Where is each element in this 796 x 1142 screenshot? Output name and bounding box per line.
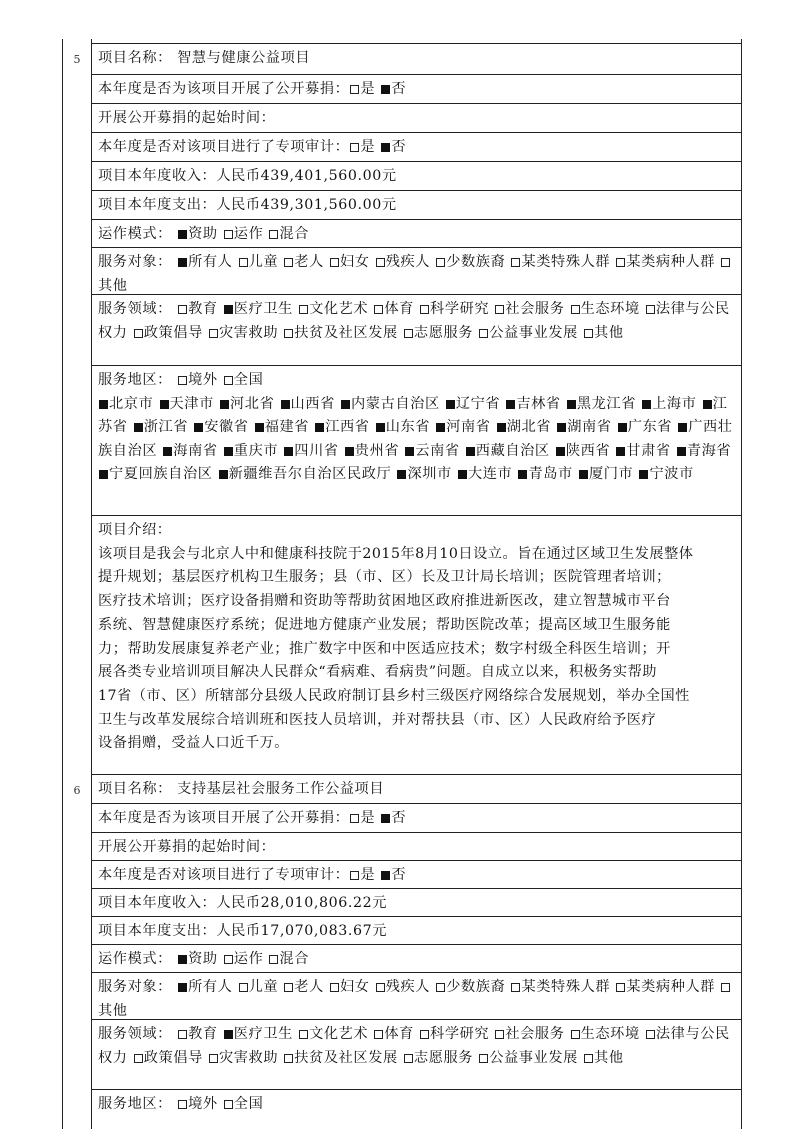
expense-row [92,916,741,944]
area-item: 深圳市 [407,466,452,482]
option-label: 残疾人 [385,254,431,270]
checked-checkbox [557,423,566,432]
unchecked-checkbox [436,258,445,267]
option-label: 教育 [188,1026,218,1042]
project-name-row [92,43,741,74]
intro-line: 系统、智慧健康医疗系统；促进地方健康产业发展；帮助医院改革；提高区域卫生服务能 [98,616,671,633]
unchecked-checkbox [571,1030,580,1039]
option-label: 公益事业发展 [489,324,578,341]
area-item: 陕西省 [565,442,611,459]
checked-checkbox [381,143,390,152]
area-item: 黑龙江省 [576,395,637,412]
checked-checkbox [178,955,187,964]
field-label: 服务地区： [98,372,172,388]
checked-checkbox [556,447,565,456]
option-yes: 是 [360,867,376,883]
expense-value: 人民币17,070,083.67元 [216,923,388,939]
unchecked-checkbox [646,305,655,314]
unchecked-checkbox [269,955,278,964]
area-item: 青海省 [686,442,732,459]
project-index: 6 [73,784,81,797]
area-item: 安徽省 [204,419,249,435]
checked-checkbox [616,447,625,456]
option-label: 妇女 [339,979,370,995]
operation-mode-row [92,219,741,247]
unchecked-checkbox [616,258,625,267]
field-label: 本年度是否对该项目进行了专项审计： [98,867,350,883]
checked-checkbox [224,447,233,456]
unchecked-checkbox [376,258,385,267]
option-label: 儿童 [248,979,279,995]
checked-checkbox [458,470,467,479]
option-label: 扶贫及社区发展 [294,324,398,341]
unchecked-checkbox [495,305,504,314]
option-label: 资助 [188,951,218,967]
area-item: 江苏省 [98,395,728,435]
area-item: 宁夏回族自治区 [109,466,213,482]
option-label: 混合 [279,226,310,242]
checked-checkbox [178,983,187,992]
area-item: 福建省 [264,419,310,435]
audit-row [92,132,741,161]
checked-checkbox [618,423,627,432]
unchecked-checkbox [209,1054,218,1063]
field-label: 运作模式： [98,951,172,967]
option-label: 医疗卫生 [233,1026,293,1042]
option-label: 运作 [233,226,264,242]
checked-checkbox [497,423,506,432]
checked-checkbox [703,400,712,409]
fundraising-start-row [92,832,741,860]
option-label: 老人 [294,254,324,270]
option-label: 生态环境 [580,301,640,317]
option-label: 其他 [594,1049,624,1066]
option-label: 所有人 [188,254,233,270]
option-label: 全国 [233,1096,264,1112]
field-label: 运作模式： [98,226,172,242]
option-label: 文化艺术 [309,1026,369,1042]
option-label: 科学研究 [430,301,490,317]
unchecked-checkbox [299,1030,308,1039]
checked-checkbox [134,423,143,432]
checked-checkbox [405,447,414,456]
unchecked-checkbox [584,1054,593,1063]
checked-checkbox [506,400,515,409]
checked-checkbox [567,400,576,409]
option-no: 否 [391,81,407,97]
unchecked-checkbox [224,376,233,385]
option-label: 混合 [279,951,310,967]
unchecked-checkbox [178,305,187,314]
option-label: 医疗卫生 [233,301,293,317]
option-label: 儿童 [248,254,279,270]
intro-line: 卫生与改革发展综合培训班和医技人员培训，并对帮扶县（市、区）人民政府给予医疗 [98,711,657,728]
intro-line: 17省（市、区）所辖部分县级人民政府制订县乡村三级医疗网络综合发展规划，举办全国性 [98,687,690,704]
area-item: 吉林省 [516,395,561,412]
option-label: 公益事业发展 [489,1049,578,1066]
unchecked-checkbox [495,1030,504,1039]
option-label: 某类特殊人群 [521,254,611,270]
checked-checkbox [160,400,169,409]
option-label: 社会服务 [505,301,565,317]
option-label: 科学研究 [430,1026,490,1042]
field-label: 项目本年度支出： [98,923,217,939]
option-label: 体育 [384,1026,414,1042]
checked-checkbox [639,470,648,479]
area-item: 内蒙古自治区 [351,395,440,412]
area-item: 宁波市 [649,466,694,482]
area-item: 新疆维吾尔自治区民政厅 [228,466,392,482]
field-label: 本年度是否对该项目进行了专项审计： [98,139,350,155]
area-item: 广东省 [627,419,673,435]
area-item: 四川省 [294,442,339,459]
option-label: 志愿服务 [413,324,474,341]
area-item: 上海市 [652,395,697,412]
unchecked-checkbox [479,329,488,338]
option-label: 资助 [188,226,218,242]
checked-checkbox [224,305,233,314]
fundraising-row [92,803,741,832]
area-item: 山东省 [385,419,431,435]
option-label: 志愿服务 [413,1049,474,1066]
operation-mode-row [92,944,741,972]
field-label: 项目本年度收入： [98,895,217,911]
option-label: 灾害救助 [218,1049,279,1066]
unchecked-checkbox [284,329,293,338]
option-no: 否 [391,810,407,826]
option-label: 境外 [188,1096,218,1112]
unchecked-checkbox [479,1054,488,1063]
income-value: 人民币28,010,806.22元 [216,895,388,911]
unchecked-checkbox [511,983,520,992]
area-item: 甘肃省 [626,442,671,459]
unchecked-checkbox [350,871,359,880]
unchecked-checkbox [350,814,359,823]
unchecked-checkbox [571,305,580,314]
unchecked-checkbox [330,983,339,992]
unchecked-checkbox [269,230,278,239]
field-label: 本年度是否为该项目开展了公开募捐： [98,810,350,826]
unchecked-checkbox [134,329,143,338]
option-label: 境外 [188,372,218,388]
intro-line: 该项目是我会与北京人中和健康科技院于2015年8月10日设立。旨在通过区域卫生发展整体 [98,545,694,562]
unchecked-checkbox [178,1030,187,1039]
checked-checkbox [281,400,290,409]
option-label: 妇女 [339,254,370,270]
unchecked-checkbox [239,983,248,992]
fundraising-row [92,74,741,103]
unchecked-checkbox [224,1100,233,1109]
unchecked-checkbox [376,983,385,992]
field-label: 项目本年度收入： [98,168,217,184]
intro-line: 提升规划；基层医疗机构卫生服务；县（市、区）长及卫计局长培训；医院管理者培训； [98,569,671,586]
unchecked-checkbox [436,983,445,992]
unchecked-checkbox [284,1054,293,1063]
checked-checkbox [466,447,475,456]
option-label: 灾害救助 [218,324,279,341]
unchecked-checkbox [299,305,308,314]
option-label: 体育 [384,301,414,317]
unchecked-checkbox [584,329,593,338]
option-label: 某类特殊人群 [521,979,611,995]
income-value: 人民币439,401,560.00元 [216,168,397,184]
intro-line: 力；帮助发展康复养老产业；推广数字中医和中医适应技术；数字村级全科医生培训；开 [98,640,671,657]
field-label: 服务对象： [98,979,172,995]
option-label: 残疾人 [385,979,431,995]
option-label: 少数族裔 [446,979,506,995]
project-name: 智慧与健康公益项目 [177,50,311,66]
expense-value: 人民币439,301,560.00元 [216,197,397,213]
area-item: 厦门市 [588,466,634,482]
service-field-row [92,1019,741,1089]
option-no: 否 [391,139,407,155]
field-label: 服务地区： [98,1096,172,1112]
area-item: 江西省 [325,419,370,435]
option-label: 其他 [98,1002,128,1019]
project-intro-row [92,515,741,780]
checked-checkbox [397,470,406,479]
unchecked-checkbox [511,258,520,267]
option-label: 某类病种人群 [626,254,716,270]
expense-row [92,190,741,219]
checked-checkbox [642,400,651,409]
area-item: 湖南省 [567,419,612,435]
project-table [62,39,742,1129]
area-item: 西藏自治区 [475,442,550,459]
unchecked-checkbox [420,1030,429,1039]
option-label: 其他 [98,277,128,294]
unchecked-checkbox [350,85,359,94]
area-item: 河北省 [230,395,275,412]
field-label: 开展公开募捐的起始时间： [98,110,276,126]
field-label: 服务对象： [98,254,172,270]
unchecked-checkbox [374,305,383,314]
option-label: 扶贫及社区发展 [294,1049,398,1066]
project-index: 5 [73,53,81,66]
checked-checkbox [315,423,324,432]
checked-checkbox [376,423,385,432]
checked-checkbox [224,1030,233,1039]
option-label: 教育 [188,301,218,317]
area-item: 贵州省 [354,442,400,459]
option-label: 法律与公民权力 [98,1026,730,1066]
unchecked-checkbox [224,230,233,239]
checked-checkbox [163,447,172,456]
option-label: 社会服务 [505,1026,565,1042]
checked-checkbox [579,470,588,479]
field-label: 本年度是否为该项目开展了公开募捐： [98,81,350,97]
area-item: 天津市 [169,395,214,412]
option-yes: 是 [360,81,376,97]
unchecked-checkbox [721,983,730,992]
option-label: 运作 [233,951,264,967]
option-label: 所有人 [188,979,233,995]
option-no: 否 [391,867,407,883]
area-item: 青岛市 [528,466,573,482]
checked-checkbox [446,400,455,409]
field-label: 项目介绍： [98,522,172,538]
option-label: 某类病种人群 [626,979,716,995]
unchecked-checkbox [284,983,293,992]
unchecked-checkbox [330,258,339,267]
unchecked-checkbox [224,955,233,964]
intro-line: 医疗技术培训；医疗设备捐赠和资助等帮助贫困地区政府推进新医改，建立智慧城市平台 [98,593,671,610]
unchecked-checkbox [178,1100,187,1109]
option-label: 全国 [233,372,264,388]
unchecked-checkbox [134,1054,143,1063]
checked-checkbox [99,400,108,409]
area-item: 重庆市 [233,442,279,459]
area-item: 浙江省 [143,419,189,435]
unchecked-checkbox [646,1030,655,1039]
checked-checkbox [284,447,293,456]
checked-checkbox [178,230,187,239]
field-label: 项目名称： [98,781,172,797]
service-target-row [92,972,741,1019]
checked-checkbox [341,400,350,409]
intro-line: 设备捐赠，受益人口近千万。 [98,735,289,752]
area-item: 大连市 [467,466,513,482]
checked-checkbox [518,470,527,479]
checked-checkbox [381,85,390,94]
checked-checkbox [381,871,390,880]
area-item: 河南省 [446,419,491,435]
service-target-row [92,247,741,294]
area-item: 海南省 [173,442,218,459]
fundraising-start-row [92,103,741,132]
option-label: 生态环境 [580,1026,640,1042]
checked-checkbox [220,400,229,409]
income-row [92,161,741,190]
option-label: 法律与公民权力 [98,301,730,341]
unchecked-checkbox [404,329,413,338]
area-item: 云南省 [415,442,460,459]
field-label: 服务领域： [98,301,172,317]
unchecked-checkbox [209,329,218,338]
checked-checkbox [178,258,187,267]
checked-checkbox [345,447,354,456]
service-area-row [92,365,741,515]
field-label: 开展公开募捐的起始时间： [98,839,276,855]
checked-checkbox [381,814,390,823]
unchecked-checkbox [404,1054,413,1063]
unchecked-checkbox [420,305,429,314]
field-label: 项目名称： [98,50,172,66]
unchecked-checkbox [721,258,730,267]
option-yes: 是 [360,810,376,826]
option-label: 文化艺术 [309,301,369,317]
audit-row [92,860,741,888]
service-field-row [92,294,741,365]
area-item: 北京市 [109,395,154,412]
checked-checkbox [194,423,203,432]
checked-checkbox [678,423,687,432]
checked-checkbox [99,470,108,479]
area-item: 山西省 [290,395,335,412]
field-label: 项目本年度支出： [98,197,217,213]
unchecked-checkbox [239,258,248,267]
unchecked-checkbox [284,258,293,267]
index-column [63,39,92,1129]
option-label: 政策倡导 [143,324,203,341]
area-item: 辽宁省 [455,395,501,412]
income-row [92,888,741,916]
option-label: 少数族裔 [446,254,506,270]
unchecked-checkbox [616,983,625,992]
project-name-row [92,774,741,803]
option-label: 老人 [294,979,324,995]
unchecked-checkbox [374,1030,383,1039]
area-item: 广西壮族自治区 [98,419,733,459]
field-label: 服务领域： [98,1026,172,1042]
service-area-row [92,1089,741,1142]
project-name: 支持基层社会服务工作公益项目 [177,781,385,797]
checked-checkbox [255,423,264,432]
option-yes: 是 [360,139,376,155]
unchecked-checkbox [350,143,359,152]
checked-checkbox [677,447,686,456]
intro-line: 展各类专业培训项目解决人民群众“看病难、看病贵”问题。自成立以来，积极务实帮助 [98,664,657,681]
area-item: 湖北省 [506,419,552,435]
option-label: 其他 [594,324,624,341]
unchecked-checkbox [178,376,187,385]
checked-checkbox [436,423,445,432]
option-label: 政策倡导 [143,1049,203,1066]
checked-checkbox [219,470,228,479]
